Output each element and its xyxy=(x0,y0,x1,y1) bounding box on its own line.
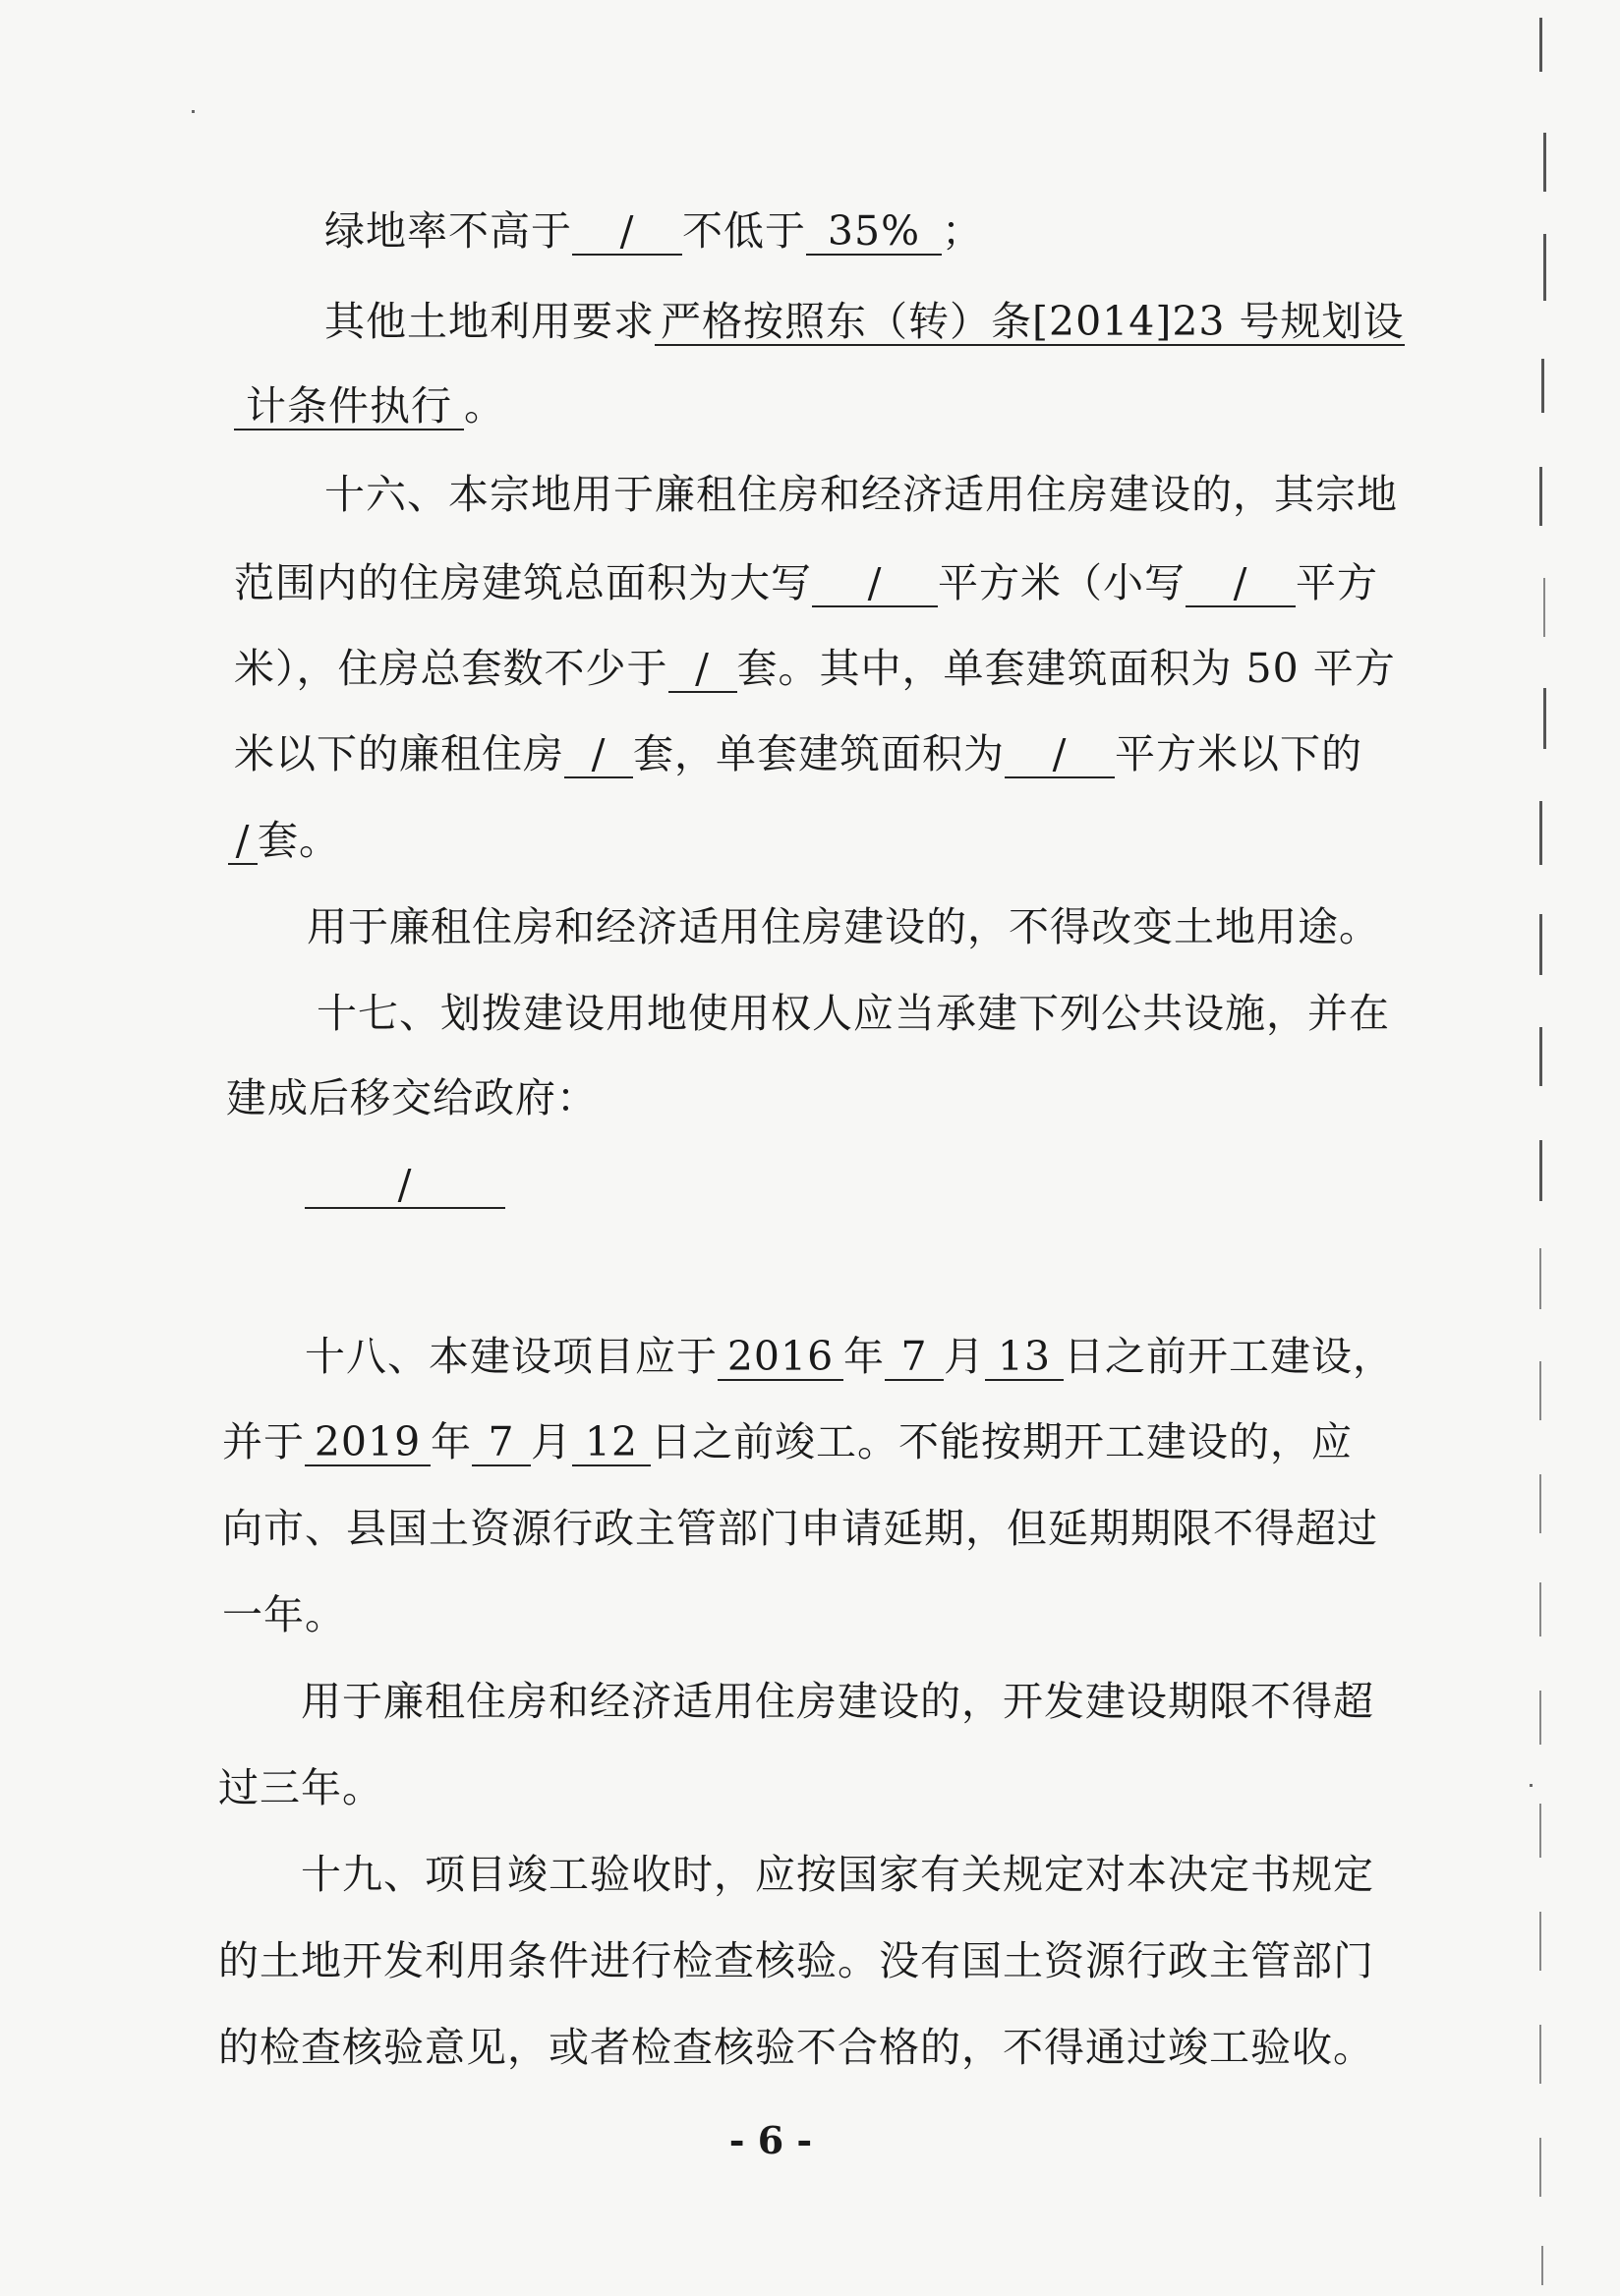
line-extension-cont: 一年。 xyxy=(222,1591,346,1638)
blank-unit-area: / xyxy=(1005,731,1115,778)
blank-green-max: / xyxy=(572,208,682,256)
blank-start-year: 2016 xyxy=(718,1334,843,1381)
line-clause-17-cont: 建成后移交给政府： xyxy=(226,1074,598,1121)
line-housing-area: 范围内的住房建筑总面积为大写 / 平方米（小写 / 平方 xyxy=(234,559,1378,606)
blank-start-month: 7 xyxy=(885,1334,944,1381)
line-clause-19: 十九、项目竣工验收时，应按国家有关规定对本决定书规定 xyxy=(301,1851,1374,1898)
blank-public-facilities: / xyxy=(305,1162,505,1209)
line-low-rent-count: 米以下的廉租住房 / 套，单套建筑面积为 / 平方米以下的 xyxy=(234,730,1362,777)
line-clause-19-end: 的检查核验意见，或者检查核验不合格的，不得通过竣工验收。 xyxy=(218,2024,1374,2071)
blank-start-day: 13 xyxy=(985,1334,1064,1381)
line-clause-16: 十六、本宗地用于廉租住房和经济适用住房建设的，其宗地 xyxy=(324,471,1398,518)
line-dev-period-cont: 过三年。 xyxy=(218,1764,383,1811)
line-green-ratio: 绿地率不高于 / 不低于 35% ； xyxy=(324,207,983,255)
blank-end-year: 2019 xyxy=(305,1419,431,1466)
blank-area-lower: / xyxy=(1186,560,1296,607)
blank-area-upper: / xyxy=(812,560,938,607)
blank-green-min: 35% xyxy=(806,208,942,256)
blank-low-rent-count: / xyxy=(564,731,633,778)
line-extension: 向市、县国土资源行政主管部门申请延期，但延期期限不得超过 xyxy=(222,1505,1378,1552)
line-completion-date: 并于 2019 年 7 月 12 日之前竣工。不能按期开工建设的，应 xyxy=(222,1418,1353,1465)
blank-other-requirements: 严格按照东（转）条[2014]23 号规划设 xyxy=(655,299,1405,346)
blank-end-month: 7 xyxy=(472,1419,531,1466)
line-other-requirements-cont: 计条件执行 。 xyxy=(234,381,505,430)
line-dev-period: 用于廉租住房和经济适用住房建设的，开发建设期限不得超 xyxy=(301,1678,1374,1725)
line-housing-count: 米），住房总套数不少于 / 套。其中，单套建筑面积为 50 平方 xyxy=(234,645,1396,692)
line-public-facilities xyxy=(305,1160,505,1209)
blank-end-day: 12 xyxy=(572,1419,651,1466)
blank-housing-count: / xyxy=(668,646,737,693)
line-affordable-count: / 套。 xyxy=(228,816,340,865)
line-clause-17: 十七、划拨建设用地使用权人应当承建下列公共设施，并在 xyxy=(317,990,1390,1037)
line-clause-18: 十八、本建设项目应于 2016 年 7 月 13 日之前开工建设， xyxy=(305,1333,1394,1380)
line-other-requirements: 其他土地利用要求 严格按照东（转）条[2014]23 号规划设 xyxy=(324,298,1405,345)
line-no-change-use: 用于廉租住房和经济适用住房建设的，不得改变土地用途。 xyxy=(307,903,1380,950)
line-clause-19-cont: 的土地开发利用条件进行检查核验。没有国土资源行政主管部门 xyxy=(218,1937,1374,1984)
page-number: - 6 - xyxy=(728,2118,813,2162)
blank-affordable-count: / xyxy=(228,818,258,865)
